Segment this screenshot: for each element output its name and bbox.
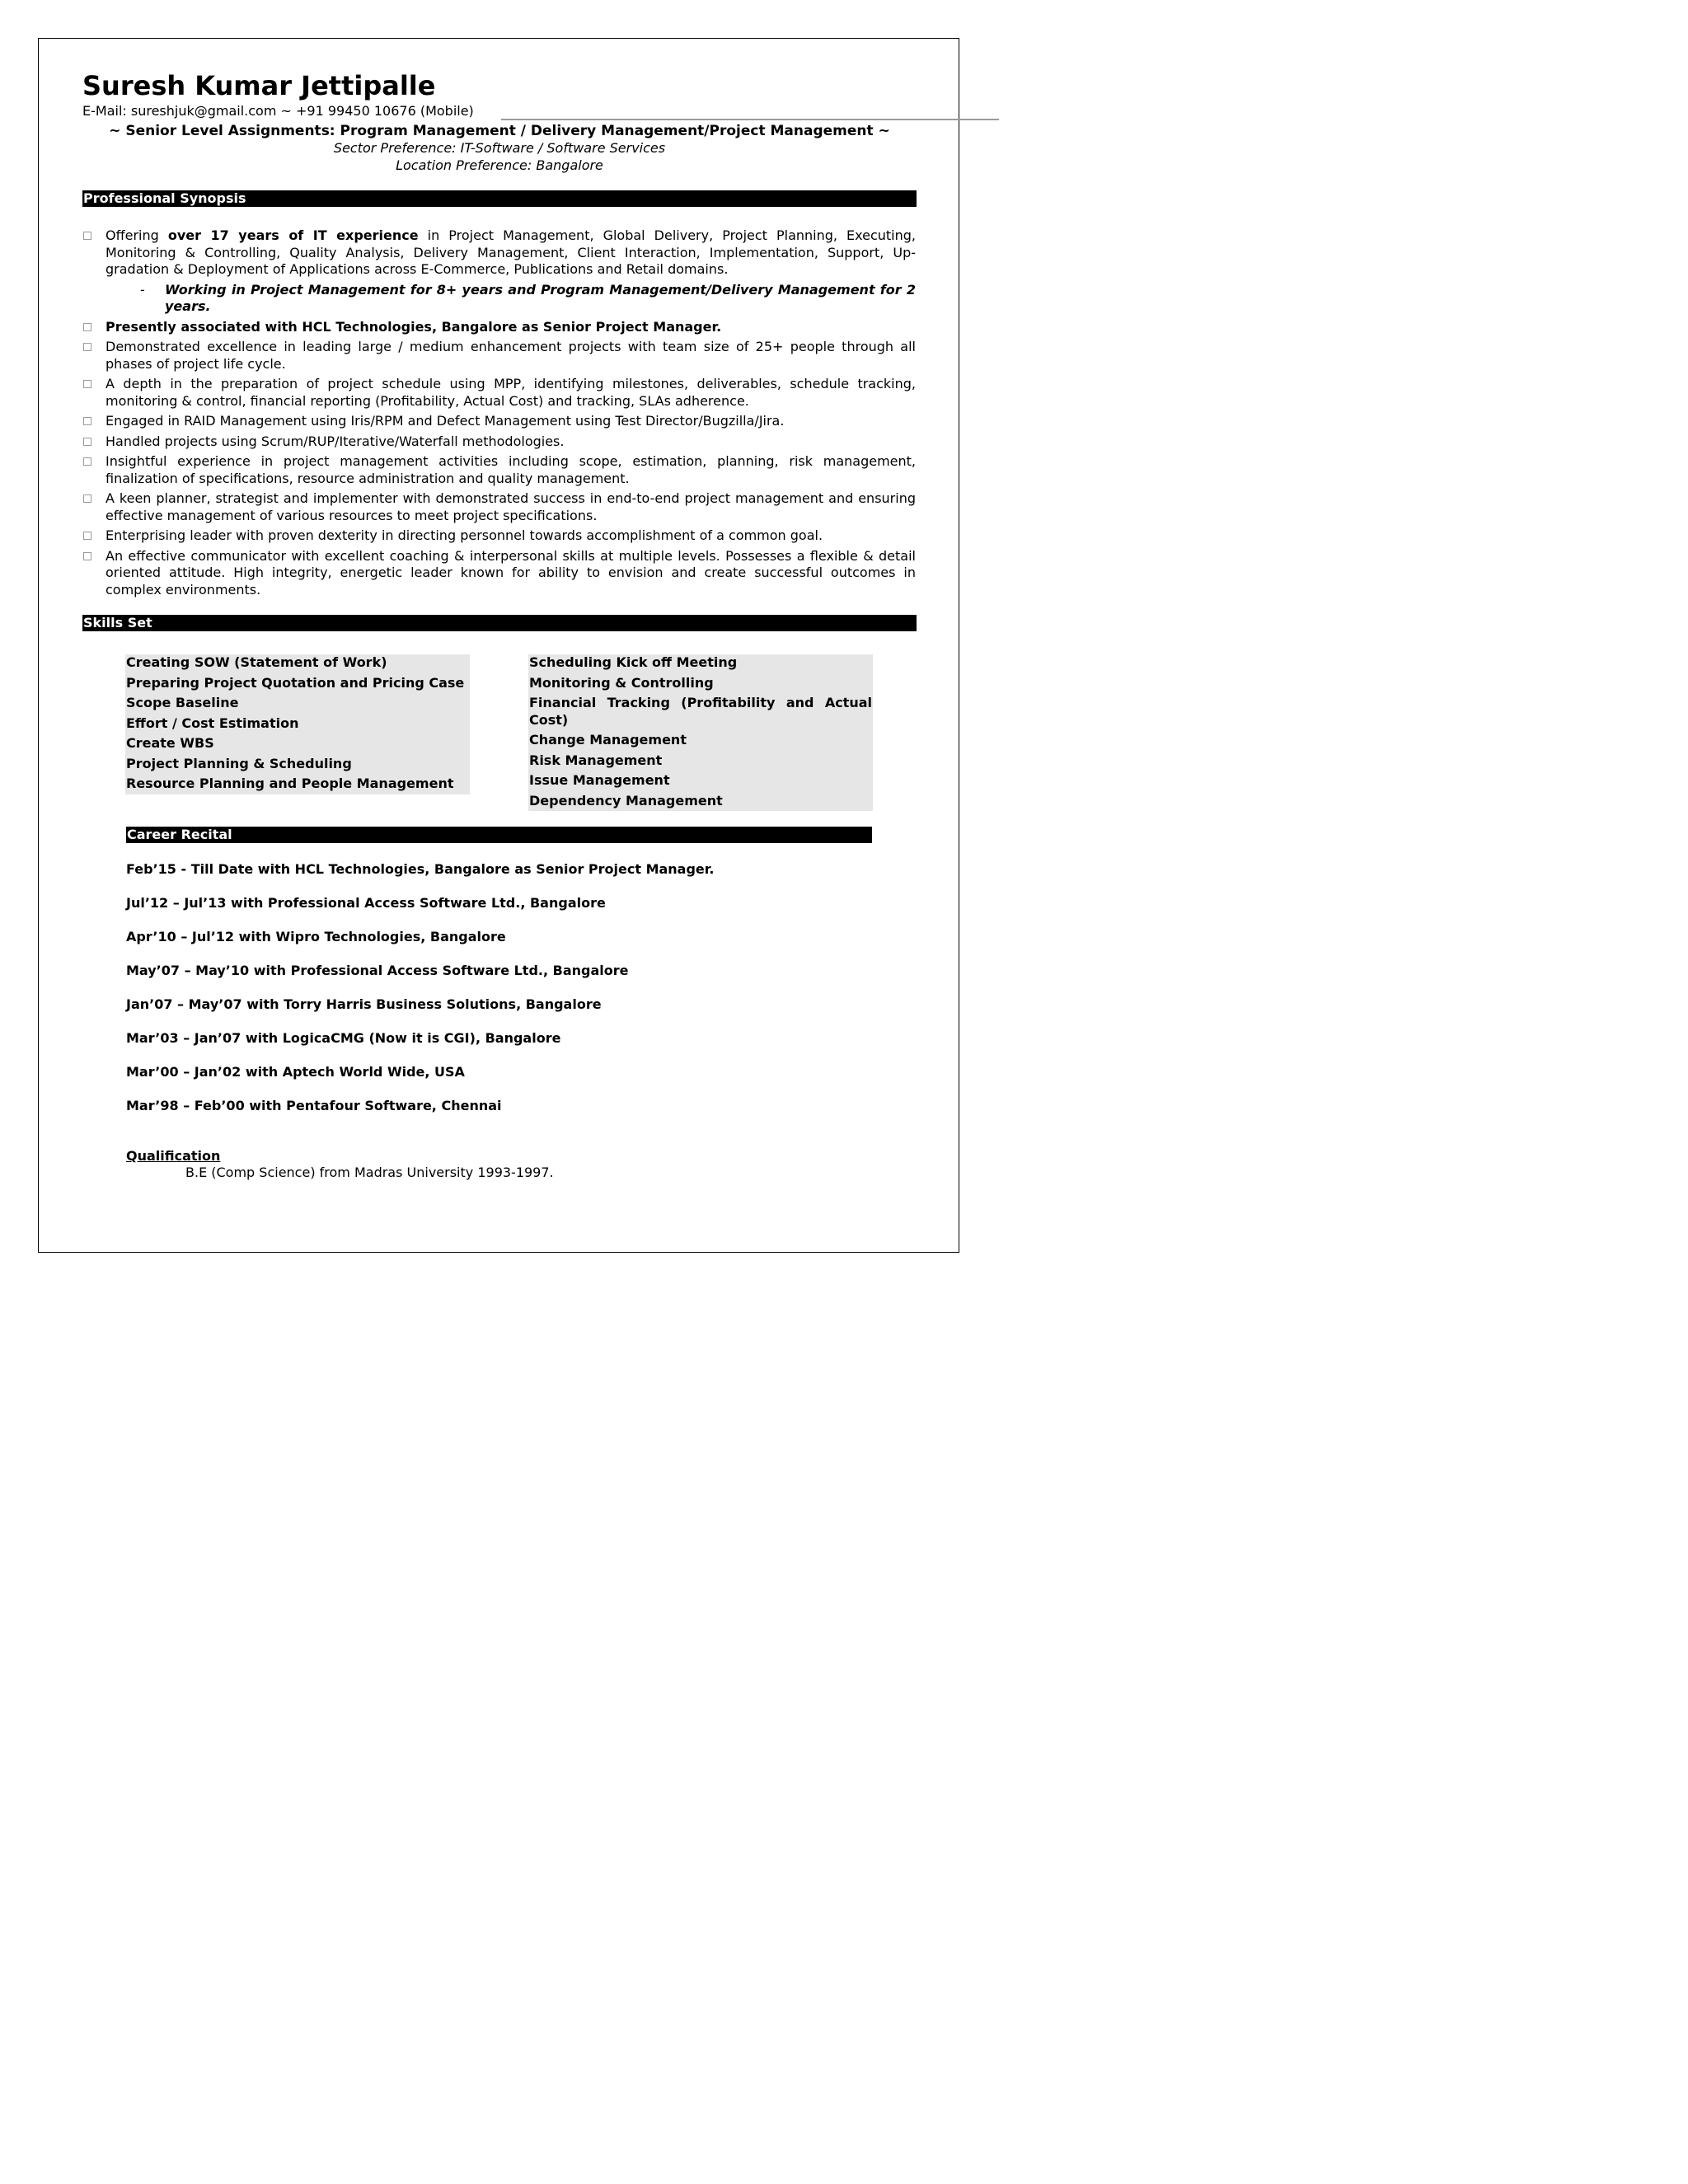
skill-item: Scheduling Kick off Meeting [529,654,738,670]
bullet-box-icon [83,438,91,446]
skill-item: Risk Management [529,752,663,768]
section-skills-set: Skills Set [82,615,917,631]
skill-item: Effort / Cost Estimation [126,715,299,731]
synopsis-item: Engaged in RAID Management using Iris/RPM and Defect Management using Test Director/Bugzilla/Jira. [82,413,916,430]
candidate-name: Suresh Kumar Jettipalle [82,70,436,101]
career-entry: Jan’07 – May’07 with Torry Harris Business Solutions, Bangalore [126,996,602,1012]
career-entry: Apr’10 – Jul’12 with Wipro Technologies, Bangalore [126,929,506,944]
skill-item: Issue Management [529,772,670,788]
experience-highlight: over 17 years of IT experience [167,227,419,243]
synopsis-item: A keen planner, strategist and implementer with demonstrated success in end-to-end project management and ensuring effective management of various resources to meet project specifications. [82,490,916,524]
headline: ~ Senior Level Assignments: Program Management / Delivery Management/Project Management ~ [109,123,890,139]
skill-item: Resource Planning and People Management [126,776,454,791]
header-rule-line [501,119,999,120]
bullet-box-icon [83,343,91,351]
skill-item: Monitoring & Controlling [529,674,714,691]
skills-left-column [125,654,470,794]
skill-item: Preparing Project Quotation and Pricing Case [126,674,465,691]
synopsis-item: Insightful experience in project management activities including scope, estimation, planning, risk management, finalization of specifications, resource administration and quality management. [82,453,916,487]
synopsis-sub-item: - Working in Project Management for 8+ years and Program Management/Delivery Management for 2 years. [140,281,916,314]
synopsis-item: Enterprising leader with proven dexterity in directing personnel towards accomplishment of a common goal. [82,527,916,545]
bullet-box-icon [83,457,91,466]
skill-item: Dependency Management [529,792,723,808]
skill-item: Create WBS [126,735,214,751]
bullet-box-icon [83,323,91,331]
bullet-box-icon [83,232,91,240]
career-entry: Mar’03 – Jan’07 with LogicaCMG (Now it is CGI), Bangalore [126,1030,561,1046]
contact-info: E-Mail: sureshjuk@gmail.com ~ +91 99450 10676 (Mobile) [82,103,474,119]
skill-item: Creating SOW (Statement of Work) [126,654,387,670]
section-professional-synopsis: Professional Synopsis [82,190,917,207]
qualification-text: B.E (Comp Science) from Madras University 1993-1997. [185,1165,554,1180]
bullet-box-icon [83,380,91,388]
location-preference: Location Preference: Bangalore [396,157,603,173]
skill-item: Financial Tracking (Profitability and Actual Cost) [529,695,872,728]
synopsis-item: Handled projects using Scrum/RUP/Iterative/Waterfall methodologies. [82,434,916,451]
skill-item: Project Planning & Scheduling [126,755,352,771]
skill-item: Change Management [529,732,687,748]
bullet-box-icon [83,417,91,425]
sector-preference: Sector Preference: IT-Software / Software Services [333,140,666,156]
career-list [126,861,872,1132]
career-entry: Jul’12 – Jul’13 with Professional Access Software Ltd., Bangalore [126,895,606,911]
synopsis-item: Offering over 17 years of IT experience in Project Management, Global Delivery, Project Planning, Executing, Monitoring & Controlling, Quality Analysis, Delivery Management, Client Interaction, Implementation, Support, Up-gradation & Deployment of Applications across E-Commerce, Publications and Retail domains. [82,227,916,279]
career-entry: Mar’98 – Feb’00 with Pentafour Software, Chennai [126,1098,502,1113]
synopsis-list [82,227,916,602]
synopsis-item: Presently associated with HCL Technologies, Bangalore as Senior Project Manager. [82,319,916,336]
qualification-heading: Qualification [126,1148,221,1164]
bullet-box-icon [83,532,91,540]
career-entry: Mar’00 – Jan’02 with Aptech World Wide, USA [126,1064,465,1080]
career-entry: May’07 – May’10 with Professional Access Software Ltd., Bangalore [126,963,629,978]
synopsis-item: Demonstrated excellence in leading large / medium enhancement projects with team size of 25+ people through all phases of project life cycle. [82,339,916,373]
section-career-recital: Career Recital [126,827,872,843]
skills-right-column [528,654,873,811]
bullet-box-icon [83,494,91,503]
career-entry: Feb’15 - Till Date with HCL Technologies, Bangalore as Senior Project Manager. [126,861,715,877]
synopsis-item: A depth in the preparation of project schedule using MPP, identifying milestones, deliverables, schedule tracking, monitoring & control, financial reporting (Profitability, Actual Cost) and tracking, SLAs adherence. [82,376,916,410]
synopsis-item: An effective communicator with excellent coaching & interpersonal skills at multiple levels. Possesses a flexible & detail oriented attitude. High integrity, energetic leader known for ability to envision and create successful outcomes in complex environments. [82,548,916,599]
dash-bullet: - [140,281,145,298]
skill-item: Scope Baseline [126,695,239,710]
bullet-box-icon [83,552,91,560]
